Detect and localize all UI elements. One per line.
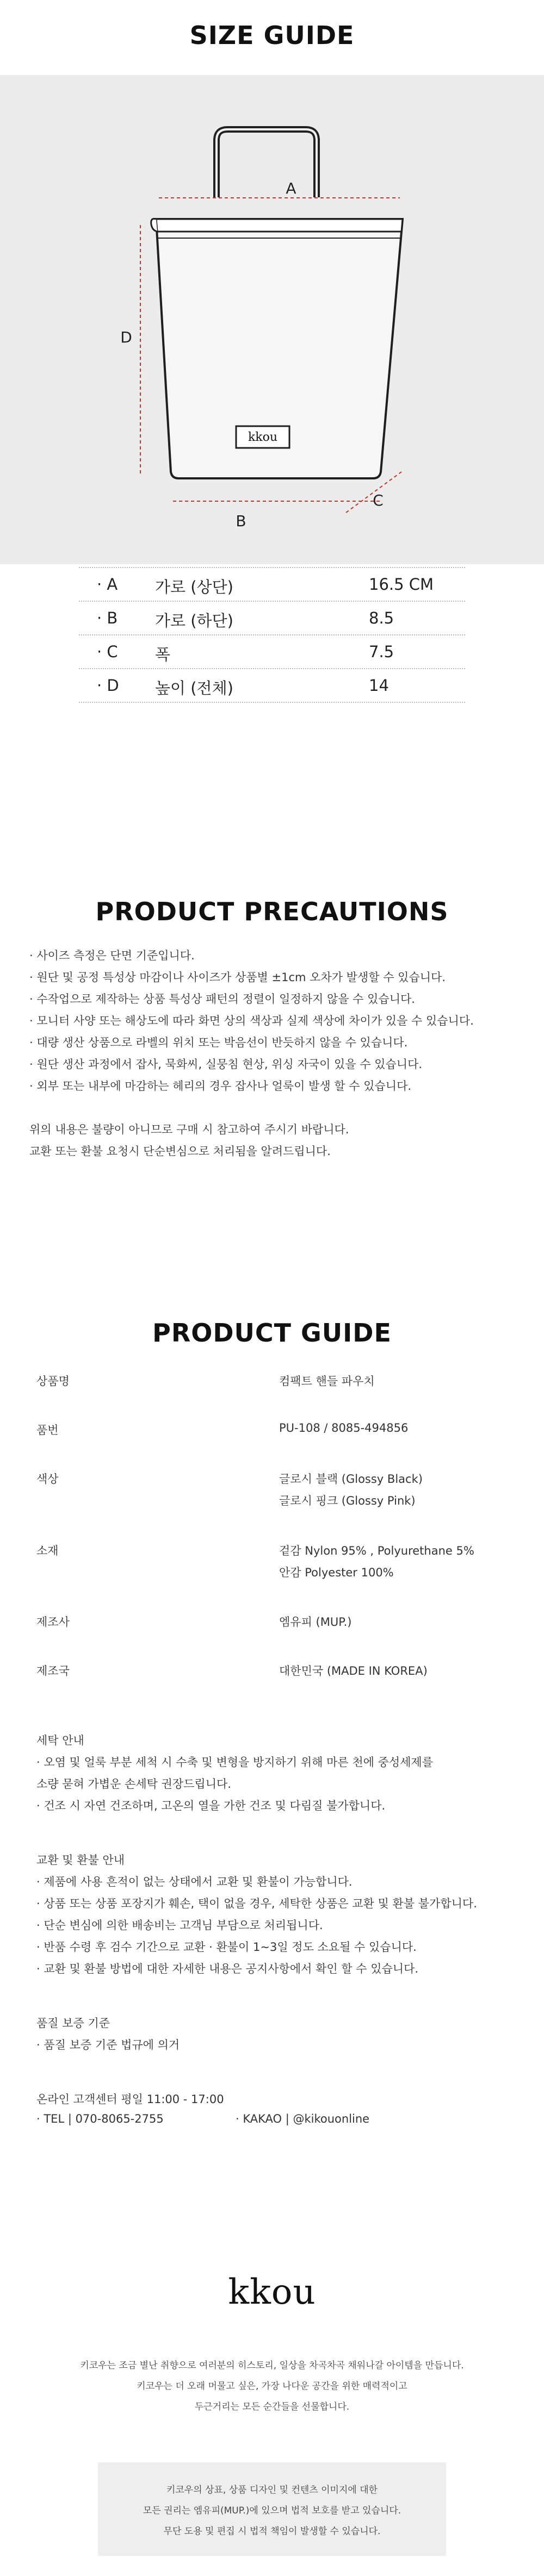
size-name: 폭: [155, 645, 171, 664]
spec-value: 안감 Polyester 100%: [279, 1566, 394, 1579]
size-row-d: [0, 669, 544, 701]
divider: [79, 702, 465, 703]
spec-value: 글로시 핑크 (Glossy Pink): [279, 1494, 416, 1507]
size-code: · B: [97, 609, 118, 627]
precautions-title: PRODUCT PRECAUTIONS: [95, 897, 449, 926]
spec-label: 품번: [36, 1424, 59, 1437]
spec-value: 겉감 Nylon 95% , Polyurethane 5%: [279, 1544, 474, 1557]
brand-line: 키코우는 더 오래 머물고 싶은, 가장 나다운 공간을 위한 매력적이고: [137, 2381, 407, 2392]
precaution-item: · 대량 생산 상품으로 라벨의 위치 또는 박음선이 반듯하지 않을 수 있습니다.: [29, 1036, 408, 1049]
care-line: 소량 묻혀 가볍운 손세탁 권장드립니다.: [36, 1777, 231, 1791]
precaution-note: 교환 또는 환불 요청시 단순변심으로 처리됨을 알려드립니다.: [29, 1145, 331, 1158]
dim-label-c: C: [373, 491, 384, 509]
brand-line: 두근거리는 모든 순간들을 선물합니다.: [194, 2402, 350, 2412]
precaution-item: · 모니터 사양 또는 해상도에 따라 화면 상의 색상과 실제 색상에 차이가 있을 수 있습니다.: [29, 1014, 474, 1027]
copyright-box: [98, 2462, 446, 2556]
care-line: · 건조 시 자연 건조하며, 고온의 열을 가한 건조 및 다림질 불가합니다.: [36, 1799, 386, 1812]
size-value: 7.5: [369, 643, 394, 661]
dim-label-b: B: [236, 512, 246, 530]
precaution-item: · 사이즈 측정은 단면 기준입니다.: [29, 949, 195, 962]
precaution-item: · 원단 생산 과정에서 잡사, 묵화씨, 실뭉침 현상, 위싱 자국이 있을 수 있습니다.: [29, 1058, 423, 1071]
dim-label-d: D: [120, 328, 132, 346]
size-row-c: [0, 635, 544, 668]
exchange-line: · 반품 수령 후 검수 기간으로 교환 · 환불이 1~3일 정도 소요될 수 있습니다.: [36, 1941, 417, 1954]
pouch-illustration: [0, 75, 544, 564]
copyright-line: 무단 도용 및 편집 시 법적 책임이 발생할 수 있습니다.: [163, 2526, 381, 2537]
care-heading: 세탁 안내: [36, 1734, 84, 1747]
spec-label: 제조국: [36, 1664, 70, 1677]
pouch-handle: [217, 129, 317, 197]
brand-line: 키코우는 조금 별난 취향으로 여러분의 히스토리, 일상을 차곡차곡 채워나갈 아이템을 만듭니다.: [80, 2360, 464, 2371]
exchange-line: · 제품에 사용 흔적이 없는 상태에서 교환 및 환불이 가능합니다.: [36, 1875, 353, 1888]
size-guide-title: SIZE GUIDE: [189, 21, 355, 50]
precaution-item: · 원단 및 공정 특성상 마감이나 사이즈가 상품별 ±1cm 오차가 발생할 수 있습니다.: [29, 971, 446, 984]
product-guide-title: PRODUCT GUIDE: [152, 1318, 392, 1348]
spec-label: 제조사: [36, 1616, 70, 1629]
size-name: 가로 (상단): [155, 578, 233, 596]
size-value: 14: [369, 676, 389, 695]
spec-label: 색상: [36, 1473, 59, 1486]
size-value: 8.5: [369, 609, 394, 627]
precaution-item: · 수작업으로 제작하는 상품 특성상 패턴의 정렬이 일정하지 않을 수 있습니다.: [29, 993, 415, 1006]
size-row-a: [0, 567, 544, 600]
precaution-note: 위의 내용은 불량이 아니므로 구매 시 참고하여 주시기 바랍니다.: [29, 1123, 349, 1136]
contact-tel[interactable]: · TEL | 070-8065-2755: [36, 2112, 164, 2125]
contact-heading: 온라인 고객센터 평일 11:00 - 17:00: [36, 2093, 224, 2106]
quality-heading: 품질 보증 기준: [36, 2017, 110, 2030]
brand-logo: kkou: [228, 2272, 316, 2312]
size-value: 16.5 CM: [369, 575, 434, 594]
precaution-item: · 외부 또는 내부에 마감하는 헤리의 경우 잡사나 얼룩이 발생 할 수 있습니다.: [29, 1080, 412, 1093]
spec-label: 상품명: [36, 1375, 70, 1388]
spec-value: 대한민국 (MADE IN KOREA): [279, 1664, 428, 1677]
spec-label: 소재: [36, 1544, 59, 1557]
exchange-heading: 교환 및 환불 안내: [36, 1854, 125, 1867]
size-code: · A: [97, 575, 118, 594]
dim-label-a: A: [286, 179, 296, 197]
size-row-b: [0, 601, 544, 634]
spec-value: 컴팩트 핸들 파우치: [279, 1375, 375, 1388]
spec-value: 엠유피 (MUP.): [279, 1616, 352, 1629]
size-code: · D: [97, 676, 119, 695]
spec-value: PU-108 / 8085-494856: [279, 1421, 409, 1434]
quality-line: · 품질 보증 기준 법규에 의거: [36, 2038, 180, 2051]
spec-value: 글로시 블랙 (Glossy Black): [279, 1473, 423, 1486]
size-name: 높이 (전체): [155, 679, 233, 697]
exchange-line: · 상품 또는 상품 포장지가 훼손, 택이 없을 경우, 세탁한 상품은 교환 및 환불 불가합니다.: [36, 1897, 477, 1910]
care-line: · 오염 및 얼룩 부분 세척 시 수축 및 변형을 방지하기 위해 마른 천에 중성세제를: [36, 1756, 433, 1769]
brand-tag-text: kkou: [248, 431, 278, 444]
size-name: 가로 (하단): [155, 612, 233, 630]
contact-kakao[interactable]: · KAKAO | @kikouonline: [236, 2112, 370, 2125]
copyright-line: 모든 권리는 엠유피(MUP.)에 있으며 법적 보호를 받고 있습니다.: [143, 2505, 401, 2516]
copyright-line: 키코우의 상표, 상품 디자인 및 컨텐츠 이미지에 대한: [166, 2485, 378, 2496]
size-code: · C: [97, 643, 118, 661]
exchange-line: · 교환 및 환불 방법에 대한 자세한 내용은 공지사항에서 확인 할 수 있습니다.: [36, 1962, 419, 1975]
exchange-line: · 단순 변심에 의한 배송비는 고객님 부담으로 처리됩니다.: [36, 1919, 323, 1932]
